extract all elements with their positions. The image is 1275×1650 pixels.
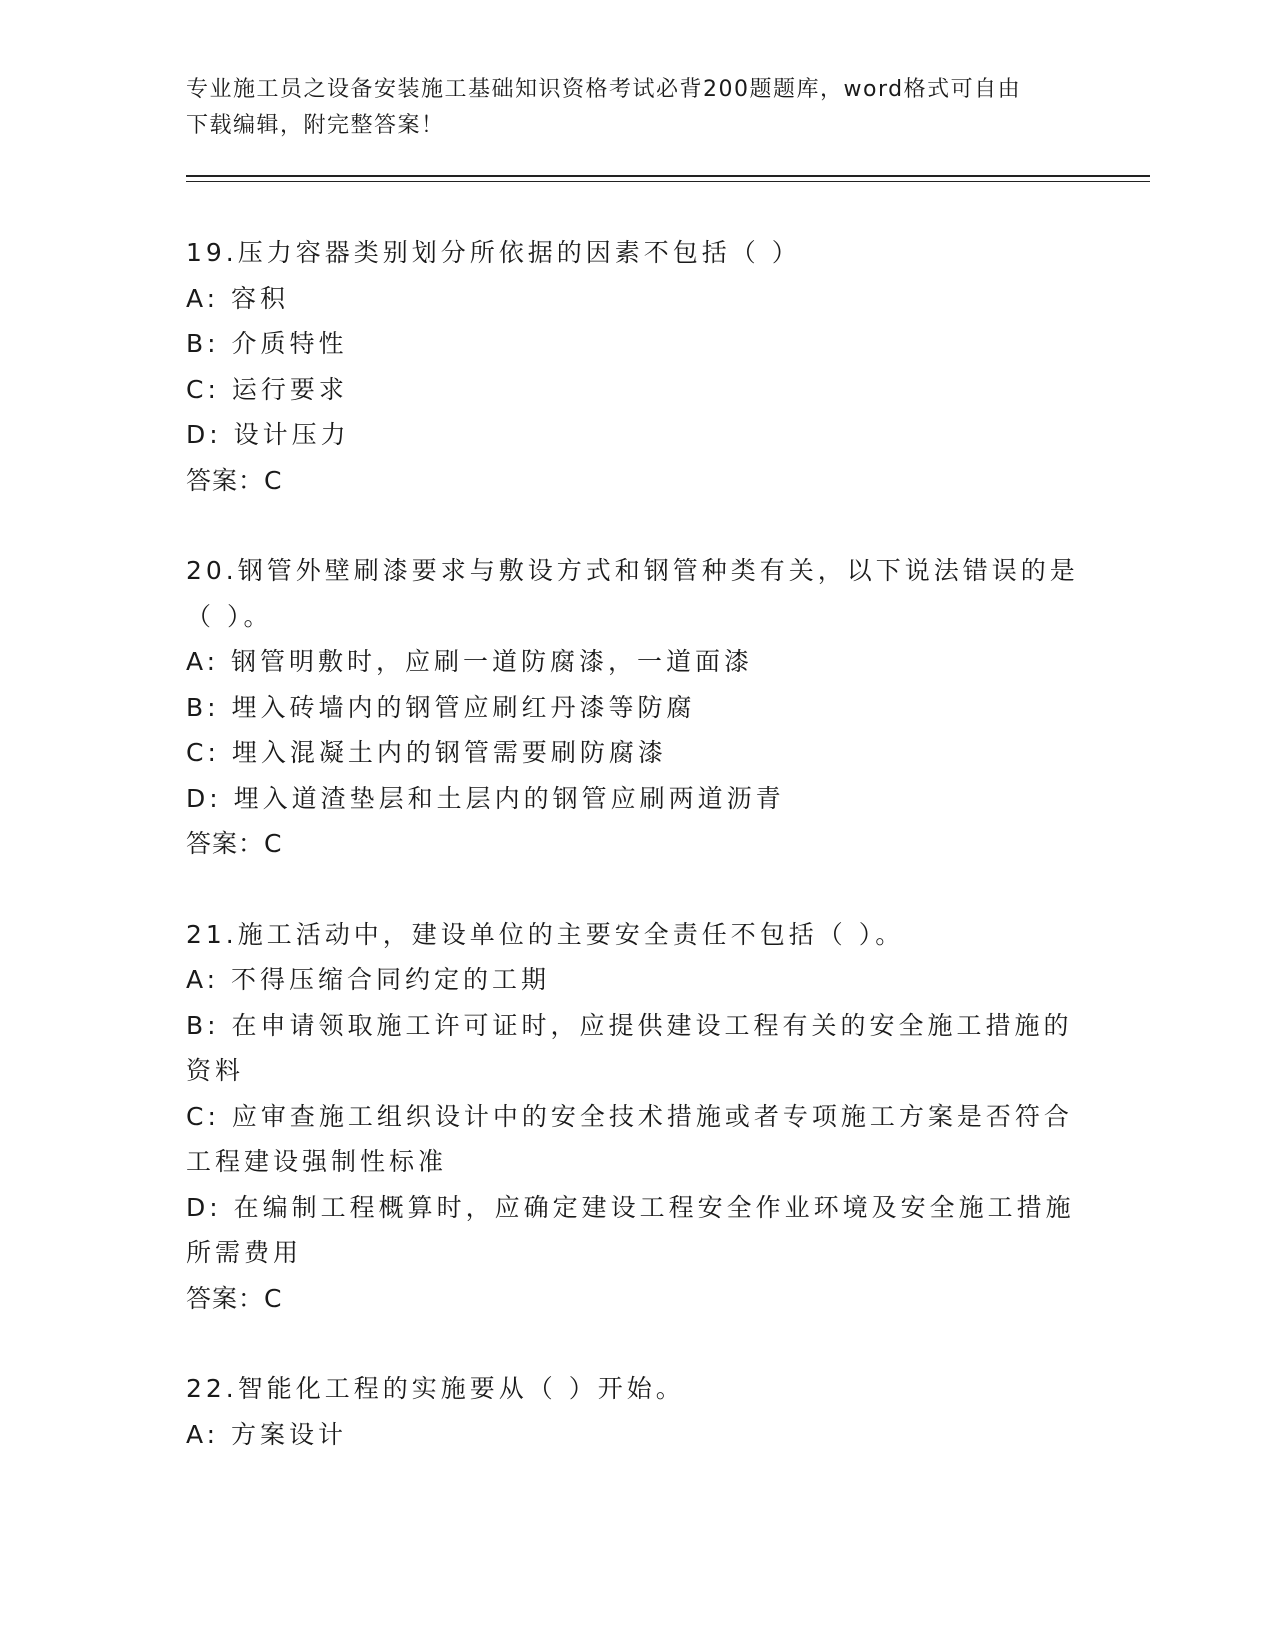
question-stem: 19.压力容器类别划分所依据的因素不包括（ ） bbox=[186, 238, 801, 267]
option-d: D: 埋入道渣垫层和土层内的钢管应刷两道沥青 bbox=[186, 783, 785, 813]
header-line-1: 专业施工员之设备安装施工基础知识资格考试必背200题题库，word格式可自由 bbox=[186, 77, 1022, 102]
question-stem: 20.钢管外壁刷漆要求与敷设方式和钢管种类有关，以下说法错误的是 bbox=[186, 556, 1079, 585]
question-19 bbox=[186, 230, 1086, 503]
question-list bbox=[186, 230, 1086, 1502]
option-a: A: 不得压缩合同约定的工期 bbox=[186, 965, 551, 994]
answer-line: 答案：C bbox=[186, 465, 283, 495]
option-c: C: 运行要求 bbox=[186, 374, 348, 404]
option-b-cont: 资料 bbox=[186, 1056, 245, 1085]
question-20 bbox=[186, 548, 1086, 867]
option-a: A: 钢管明敷时，应刷一道防腐漆，一道面漆 bbox=[186, 647, 754, 676]
option-b: B: 在申请领取施工许可证时，应提供建设工程有关的安全施工措施的 bbox=[186, 1010, 1073, 1040]
answer-line: 答案：C bbox=[186, 1283, 283, 1313]
question-stem: 22.智能化工程的实施要从（ ）开始。 bbox=[186, 1374, 685, 1403]
option-d: D: 在编制工程概算时，应确定建设工程安全作业环境及安全施工措施 bbox=[186, 1192, 1075, 1222]
option-c: C: 应审查施工组织设计中的安全技术措施或者专项施工方案是否符合 bbox=[186, 1101, 1073, 1131]
question-stem-cont: （ ）。 bbox=[186, 601, 273, 631]
option-b: B: 埋入砖墙内的钢管应刷红丹漆等防腐 bbox=[186, 692, 696, 722]
option-a: A: 方案设计 bbox=[186, 1419, 348, 1449]
option-d: D: 设计压力 bbox=[186, 420, 350, 449]
option-c-cont: 工程建设强制性标准 bbox=[186, 1147, 448, 1176]
header-line-2: 下载编辑，附完整答案！ bbox=[186, 113, 445, 138]
option-c: C: 埋入混凝土内的钢管需要刷防腐漆 bbox=[186, 738, 667, 767]
question-21 bbox=[186, 912, 1086, 1322]
header-divider-thin bbox=[186, 181, 1150, 182]
answer-line: 答案：C bbox=[186, 829, 283, 858]
header-divider bbox=[186, 175, 1150, 177]
option-a: A: 容积 bbox=[186, 283, 290, 313]
document-header bbox=[186, 72, 1066, 144]
question-stem: 21.施工活动中，建设单位的主要安全责任不包括（ ）。 bbox=[186, 919, 905, 949]
option-d-cont: 所需费用 bbox=[186, 1238, 303, 1267]
question-22 bbox=[186, 1366, 1086, 1457]
option-b: B: 介质特性 bbox=[186, 329, 348, 358]
